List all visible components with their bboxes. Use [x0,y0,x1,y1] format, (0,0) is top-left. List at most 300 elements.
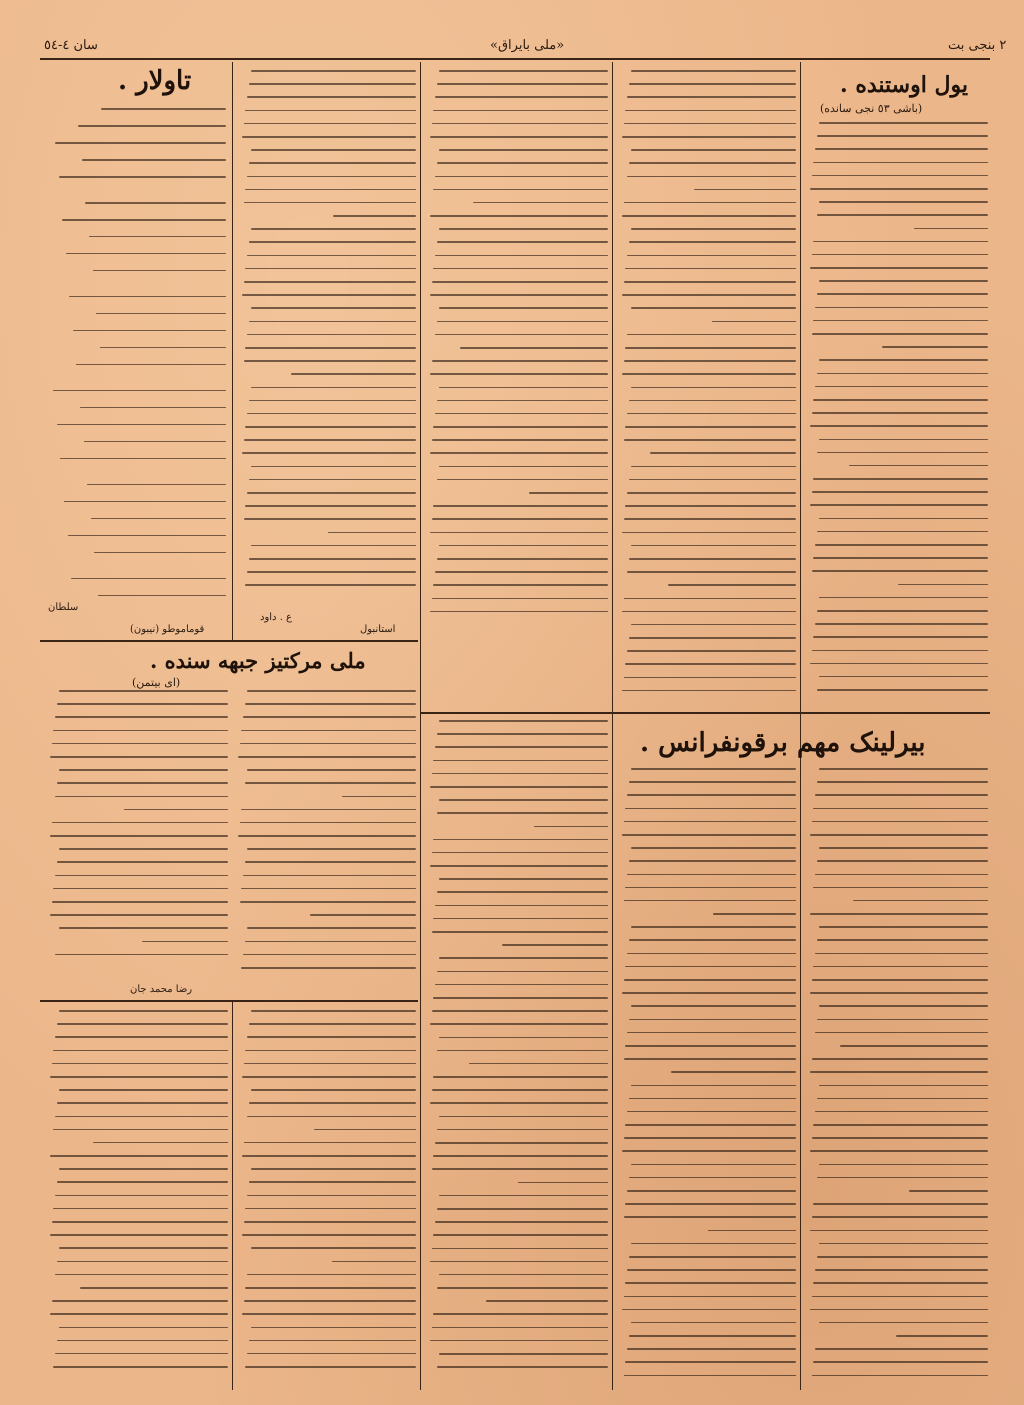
text-line [244,1221,416,1223]
text-line [624,123,796,125]
text-line [247,1195,416,1197]
text-line [430,1023,608,1025]
text-line [251,307,416,309]
text-line [435,746,608,748]
text-line [432,773,608,775]
text-line [433,268,608,270]
text-line [53,1129,228,1131]
poem-line [80,407,226,409]
text-line [817,452,988,454]
article-title-milli-merkez: ملی مرکتیز جبهه سنده . [150,648,366,673]
text-line [59,690,228,692]
text-line [819,768,988,770]
text-line [142,941,228,943]
text-line [437,1366,608,1368]
text-line [819,597,988,599]
text-line [50,914,228,916]
text-line [59,1168,228,1170]
text-line [55,796,228,798]
text-line [896,1335,988,1337]
text-line [810,834,988,836]
header-issue-number: سان ٤-٥٤ [44,38,98,53]
text-line [240,822,416,824]
poem-line [94,552,226,554]
text-line [817,860,988,862]
text-line [245,110,416,112]
text-line [241,967,416,969]
text-line [518,1182,608,1184]
text-line [247,1036,416,1038]
text-line [624,518,796,520]
text-line [631,228,796,230]
text-line [815,1111,988,1113]
text-line [439,1353,608,1355]
text-line [627,334,796,336]
text-line [534,826,608,828]
text-line [430,215,608,217]
berlin-column-1 [808,768,988,1390]
text-line [810,188,988,190]
text-line [430,373,608,375]
poem-line [64,501,226,503]
text-line [433,584,608,586]
column-divider [612,714,613,1390]
text-line [242,294,416,296]
poem-line [89,236,226,238]
text-line [713,913,796,915]
header-page-number: ۲ بنجی بت [948,38,1007,53]
text-line [57,1261,228,1263]
text-line [251,1247,416,1249]
text-line [810,504,988,506]
text-line [249,1023,416,1025]
text-line [244,1063,416,1065]
text-line [244,360,416,362]
text-line [437,971,608,973]
text-line [810,913,988,915]
text-line [433,918,608,920]
text-line [247,848,416,850]
text-line [815,1348,988,1350]
text-line [627,1190,796,1192]
text-line [249,162,416,164]
text-line [819,1243,988,1245]
text-line [242,1234,416,1236]
text-line [625,966,796,968]
text-line [817,689,988,691]
text-line [817,939,988,941]
text-line [435,334,608,336]
text-line [433,426,608,428]
text-line [55,1195,228,1197]
article-milli-merkez-text-left [48,690,228,980]
text-line [247,96,416,98]
section-rule [420,712,990,714]
text-line [815,386,988,388]
text-line [437,558,608,560]
text-line [629,939,796,941]
text-line [59,1247,228,1249]
text-line [815,623,988,625]
text-line [624,1216,796,1218]
article-author: رضا محمد جان [130,984,193,995]
text-line [437,162,608,164]
text-line [437,1287,608,1289]
text-line [812,570,988,572]
text-line [240,743,416,745]
text-line [333,215,416,217]
text-line [244,123,416,125]
text-line [55,1036,228,1038]
text-line [238,835,416,837]
text-line [249,1102,416,1104]
text-line [813,808,988,810]
text-line [882,346,988,348]
text-line [251,1010,416,1012]
text-line [819,1085,988,1087]
text-line [812,1296,988,1298]
text-line [810,1309,988,1311]
poem-line [73,330,226,332]
text-line [435,176,608,178]
text-line [432,1089,608,1091]
poem-line [84,441,226,443]
text-line [622,294,796,296]
text-line [314,1129,416,1131]
text-line [430,1261,608,1263]
text-line [437,1208,608,1210]
text-line [812,333,988,335]
text-line [50,756,228,758]
text-line [437,1050,608,1052]
text-line [629,83,796,85]
text-line [249,1340,416,1342]
text-line [439,149,608,151]
text-line [708,1230,796,1232]
text-line [50,1076,228,1078]
text-line [432,439,608,441]
text-line [819,676,988,678]
text-line [430,452,608,454]
text-line [432,1248,608,1250]
text-line [57,861,228,863]
text-line [629,241,796,243]
text-line [332,1261,416,1263]
text-line [52,1063,228,1065]
text-line [624,598,796,600]
text-line [251,70,416,72]
text-line [914,228,988,230]
text-line [819,926,988,928]
text-line [238,756,416,758]
text-line [625,505,796,507]
text-line [812,979,988,981]
text-line [624,1058,796,1060]
text-line [251,1089,416,1091]
text-line [629,1177,796,1179]
text-line [55,875,228,877]
text-line [247,1353,416,1355]
text-line [59,1089,228,1091]
text-line [627,1111,796,1113]
poem-line [68,535,226,537]
text-line [247,571,416,573]
text-line [624,677,796,679]
text-line [631,1322,796,1324]
text-line [813,636,988,638]
text-line [529,492,608,494]
text-line [629,860,796,862]
text-line [247,334,416,336]
text-line [627,1032,796,1034]
text-line [622,373,796,375]
text-line [249,321,416,323]
text-line [631,387,796,389]
text-line [433,839,608,841]
text-line [244,1300,416,1302]
text-line [437,812,608,814]
text-line [53,1050,228,1052]
berlin-column-2 [620,768,796,1390]
section-rule [40,1000,418,1002]
text-line [627,1348,796,1350]
text-line [622,532,796,534]
text-line [249,558,416,560]
text-line [622,834,796,836]
text-line [80,1287,228,1289]
text-line [57,1340,228,1342]
text-line [251,387,416,389]
text-line [813,887,988,889]
text-line [245,782,416,784]
poem-line [59,176,226,178]
text-line [819,847,988,849]
text-line [622,215,796,217]
text-line [812,254,988,256]
text-line [631,1164,796,1166]
text-line [817,1019,988,1021]
poem-line [82,159,226,161]
text-line [247,769,416,771]
text-line [433,1313,608,1315]
text-line [629,1256,796,1258]
text-line [439,957,608,959]
text-line [622,611,796,613]
text-line [437,1129,608,1131]
text-line [439,307,608,309]
text-line [439,1195,608,1197]
column-divider [800,714,801,1390]
text-line [812,1216,988,1218]
text-line [622,992,796,994]
article-title-berlin-conference: بیرلینک مهم برقونفرانس . [640,728,926,758]
text-line [627,413,796,415]
header-rule [40,58,990,60]
text-line [242,1155,416,1157]
text-line [249,83,416,85]
text-line [627,571,796,573]
poem-line [98,595,226,597]
text-line [813,1124,988,1126]
text-line [55,1274,228,1276]
text-line [433,505,608,507]
text-line [631,624,796,626]
text-line [624,360,796,362]
text-line [245,505,416,507]
text-line [57,782,228,784]
text-line [840,1045,988,1047]
text-line [124,809,228,811]
text-line [435,96,608,98]
poem-line [100,347,226,349]
text-line [671,1071,796,1073]
text-line [622,1150,796,1152]
text-line [57,1023,228,1025]
text-line [50,1313,228,1315]
text-line [439,545,608,547]
text-line [813,1361,988,1363]
text-line [245,347,416,349]
text-line [631,307,796,309]
text-line [249,1181,416,1183]
text-line [243,716,416,718]
text-line [625,110,796,112]
text-line [810,1150,988,1152]
text-line [435,255,608,257]
text-line [432,931,608,933]
berlin-column-3 [428,720,608,1390]
text-line [430,1102,608,1104]
text-line [625,1124,796,1126]
text-line [430,865,608,867]
text-line [815,953,988,955]
text-line [433,110,608,112]
text-line [437,479,608,481]
text-line [247,690,416,692]
text-line [439,1037,608,1039]
text-line [430,611,608,613]
text-line [430,1340,608,1342]
text-line [819,359,988,361]
text-line [817,1256,988,1258]
text-line [57,703,228,705]
text-line [247,927,416,929]
column-divider [420,640,421,1390]
text-line [247,1274,416,1276]
text-line [437,891,608,893]
text-line [55,1353,228,1355]
text-line [629,781,796,783]
text-line [251,1168,416,1170]
text-line [433,1155,608,1157]
text-line [432,852,608,854]
text-line [242,1076,416,1078]
text-line [810,1071,988,1073]
poem-line [71,578,226,580]
text-line [812,491,988,493]
text-line [819,1164,988,1166]
poem-line [55,142,226,144]
text-line [810,992,988,994]
text-line [668,584,796,586]
text-line [812,821,988,823]
text-line [810,1230,988,1232]
text-line [435,413,608,415]
text-line [631,70,796,72]
text-line [245,189,416,191]
text-line [631,926,796,928]
text-line [622,690,796,692]
text-line [251,545,416,547]
text-line [815,874,988,876]
text-line [247,492,416,494]
text-line [853,900,988,902]
text-line [437,400,608,402]
text-line [242,136,416,138]
text-line [439,1116,608,1118]
text-line [812,175,988,177]
text-line [50,1234,228,1236]
text-line [812,650,988,652]
text-line [819,122,988,124]
text-line [310,914,416,916]
text-line [624,1296,796,1298]
text-line [433,1234,608,1236]
text-line [625,347,796,349]
text-line [627,953,796,955]
poem-line [66,253,226,255]
text-line [251,149,416,151]
text-line [249,479,416,481]
text-line [432,123,608,125]
text-line [437,321,608,323]
text-line [243,875,416,877]
text-line [817,1177,988,1179]
text-line [631,1085,796,1087]
text-line [810,425,988,427]
poem-line [69,296,226,298]
text-line [241,730,416,732]
column-divider [800,62,801,712]
text-line [52,901,228,903]
text-line [813,1203,988,1205]
text-line [627,650,796,652]
text-line [712,321,796,323]
text-line [502,944,608,946]
text-line [624,202,796,204]
column-divider [612,62,613,712]
text-line [819,518,988,520]
text-line [247,255,416,257]
text-line [624,979,796,981]
bottom-column-1 [240,1010,416,1390]
text-line [245,1366,416,1368]
text-line [625,426,796,428]
text-line [244,518,416,520]
text-line [251,1327,416,1329]
text-line [439,466,608,468]
text-line [59,1010,228,1012]
column-author: ع . داود [260,612,293,623]
text-line [245,1287,416,1289]
text-line [815,1032,988,1034]
text-line [812,1137,988,1139]
text-line [624,1375,796,1377]
text-line [430,136,608,138]
text-line [627,492,796,494]
poem-author: سلطان [48,602,79,613]
text-line [52,1300,228,1302]
